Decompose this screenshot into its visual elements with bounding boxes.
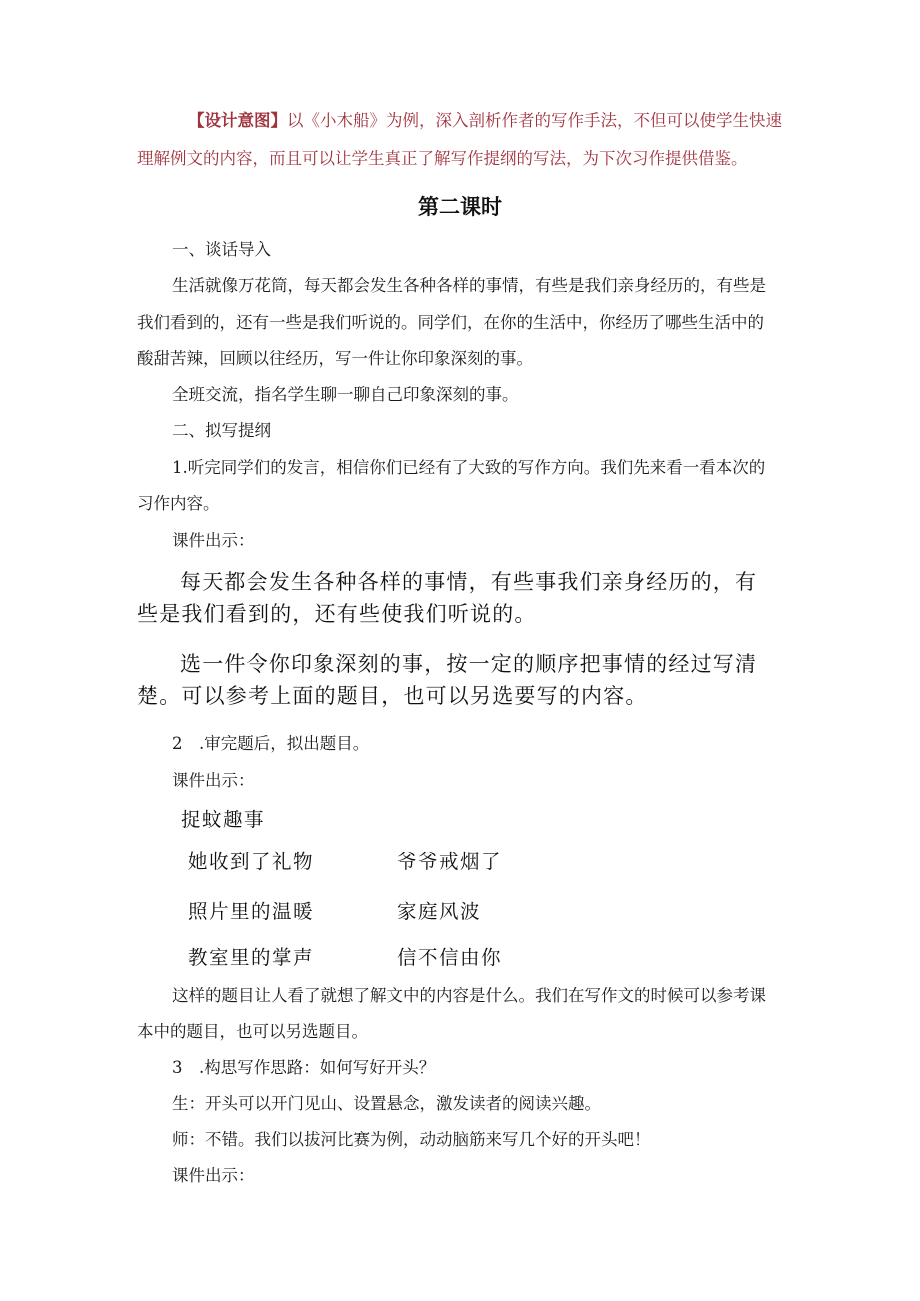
list-item-3: 3 .构思写作思路：如何写好开头？	[172, 1058, 436, 1077]
topic-title: 照片里的温暖	[188, 900, 315, 923]
topic-title: 教室里的掌声	[188, 946, 315, 969]
list-item-1-line: 1.听完同学们的发言，相信你们已经有了大致的写作方向。我们先来看一看本次的	[172, 458, 766, 477]
list-item-1-line: 习作内容。	[137, 494, 220, 513]
topic-title: 爷爷戒烟了	[397, 850, 503, 873]
topic-title: 捉蚊趣事	[181, 808, 266, 831]
topic-title: 家庭风波	[397, 900, 482, 923]
topic-title: 她收到了礼物	[188, 850, 315, 873]
teacher-line: 师：不错。我们以拔河比赛为例，动动脑筋来写几个好的开头吧！	[172, 1130, 651, 1149]
design-intent-text: 以《小木船》为例，深入剖析作者的写作手法，不但可以使学生快速	[287, 111, 782, 130]
design-intent-line-1	[188, 107, 782, 131]
list-item-2: 2 .审完题后，拟出题目。	[172, 734, 370, 753]
courseware-label: 课件出示：	[172, 1166, 255, 1185]
paragraph: 全班交流，指名学生聊一聊自己印象深刻的事。	[172, 385, 519, 404]
slide-line: 每天都会发生各种各样的事情，有些事我们亲身经历的，有	[180, 570, 758, 594]
paragraph-line: 本中的题目，也可以另选题目。	[137, 1022, 368, 1041]
paragraph-line: 这样的题目让人看了就想了解文中的内容是什么。我们在写作文的时候可以参考课	[172, 986, 766, 1005]
section-heading-2: 二、拟写提纲	[172, 421, 271, 440]
courseware-label: 课件出示：	[172, 771, 255, 790]
section-heading-1: 一、谈话导入	[172, 240, 271, 259]
student-line: 生：开头可以开门见山、设置悬念，激发读者的阅读兴趣。	[172, 1094, 601, 1113]
topic-title: 信不信由你	[397, 946, 503, 969]
design-intent-tag: 【设计意图】	[188, 111, 287, 130]
lesson-title: 第二课时	[418, 195, 502, 219]
paragraph-line: 酸甜苦辣，回顾以往经历，写一件让你印象深刻的事。	[137, 349, 533, 368]
slide-line: 些是我们看到的，还有些使我们听说的。	[137, 602, 537, 626]
paragraph-line: 我们看到的，还有一些是我们听说的。同学们，在你的生活中，你经历了哪些生活中的	[137, 313, 764, 332]
slide-line: 选一件令你印象深刻的事，按一定的顺序把事情的经过写清	[180, 652, 758, 676]
design-intent-line-2: 理解例文的内容，而且可以让学生真正了解写作提纲的写法，为下次习作提供借鉴。	[137, 149, 748, 168]
slide-line: 楚。可以参考上面的题目，也可以另选要写的内容。	[137, 684, 648, 708]
courseware-label: 课件出示：	[172, 531, 255, 550]
paragraph-line: 生活就像万花筒，每天都会发生各种各样的事情，有些是我们亲身经历的，有些是	[172, 276, 766, 295]
